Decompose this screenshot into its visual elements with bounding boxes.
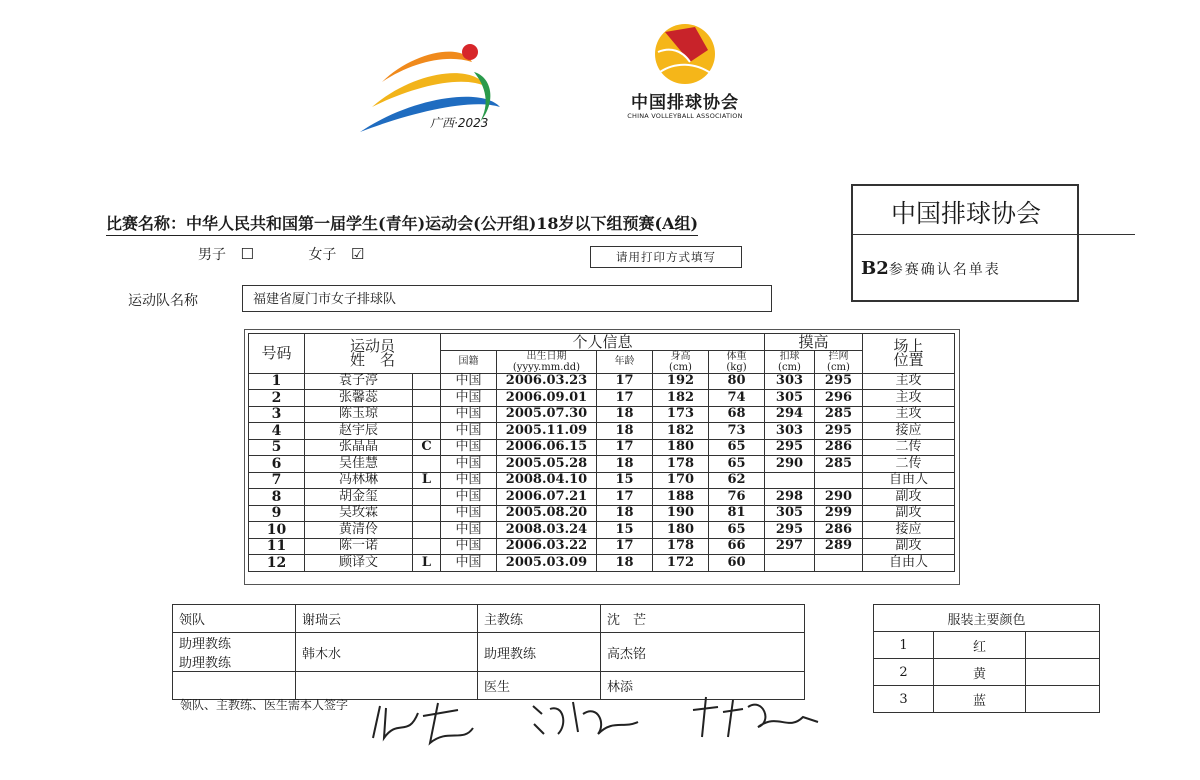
row-age: 15 xyxy=(597,522,653,539)
row-dob: 2005.03.09 xyxy=(497,555,597,572)
row-dob: 2006.09.01 xyxy=(497,390,597,407)
row-weight: 65 xyxy=(709,522,765,539)
header-spike xyxy=(765,350,815,373)
row-number: 3 xyxy=(249,406,305,423)
assistant-coach-name[interactable]: 韩木水 xyxy=(296,633,478,672)
signature-1 xyxy=(368,698,478,752)
row-nationality: 中国 xyxy=(441,489,497,506)
uniform-color: 蓝 xyxy=(934,686,1026,713)
row-position: 副攻 xyxy=(863,505,955,522)
row-block: 285 xyxy=(815,456,863,473)
male-checkbox[interactable]: ☐ xyxy=(240,245,254,263)
row-height: 180 xyxy=(653,439,709,456)
uniform-no: 2 xyxy=(874,659,934,686)
header-reach: 摸高 xyxy=(765,334,863,351)
table-row xyxy=(249,472,955,489)
form-code: B2 xyxy=(861,258,889,279)
header-weight-unit: (kg) xyxy=(726,361,747,373)
row-number: 7 xyxy=(249,472,305,489)
row-weight: 76 xyxy=(709,489,765,506)
uniform-blank xyxy=(1026,686,1100,713)
row-spike: 295 xyxy=(765,522,815,539)
row-height: 178 xyxy=(653,538,709,555)
header-dob-label: 出生日期 xyxy=(526,350,567,362)
row-dob: 2005.08.20 xyxy=(497,505,597,522)
row-nationality: 中国 xyxy=(441,555,497,572)
row-mark xyxy=(413,423,441,440)
team-leader-name[interactable]: 谢瑞云 xyxy=(296,605,478,633)
row-age: 17 xyxy=(597,538,653,555)
row-number: 4 xyxy=(249,423,305,440)
volleyball-badge-icon xyxy=(620,22,750,88)
header-athlete xyxy=(305,334,441,374)
header-position-line2: 位置 xyxy=(893,351,924,370)
row-weight: 66 xyxy=(709,538,765,555)
row-weight: 65 xyxy=(709,439,765,456)
table-row xyxy=(249,555,955,572)
row-number: 6 xyxy=(249,456,305,473)
row-dob: 2008.04.10 xyxy=(497,472,597,489)
row-dob: 2006.07.21 xyxy=(497,489,597,506)
row-name: 陈玉琼 xyxy=(305,406,413,423)
row-nationality: 中国 xyxy=(441,423,497,440)
row-dob: 2005.11.09 xyxy=(497,423,597,440)
header-age: 年龄 xyxy=(597,350,653,373)
row-position: 自由人 xyxy=(863,472,955,489)
row-spike: 303 xyxy=(765,373,815,390)
header-height-unit: (cm) xyxy=(669,361,692,373)
row-spike xyxy=(765,555,815,572)
games-year-text: 广西·2023 xyxy=(430,116,489,130)
table-row xyxy=(249,390,955,407)
row-block xyxy=(815,555,863,572)
table-row xyxy=(249,423,955,440)
header-height-label: 身高 xyxy=(670,350,691,362)
header-block xyxy=(815,350,863,373)
row-age: 18 xyxy=(597,406,653,423)
header-personal-info: 个人信息 xyxy=(441,334,765,351)
row-weight: 80 xyxy=(709,373,765,390)
header-dob-format: (yyyy.mm.dd) xyxy=(512,361,581,373)
row-dob: 2008.03.24 xyxy=(497,522,597,539)
games-logo xyxy=(352,32,512,142)
female-checkbox[interactable]: ☑ xyxy=(350,245,365,263)
row-spike: 294 xyxy=(765,406,815,423)
row-spike: 290 xyxy=(765,456,815,473)
row-height: 188 xyxy=(653,489,709,506)
header-height xyxy=(653,350,709,373)
row-block: 299 xyxy=(815,505,863,522)
row-position: 自由人 xyxy=(863,555,955,572)
cva-logo xyxy=(620,22,750,132)
row-position: 主攻 xyxy=(863,373,955,390)
row-height: 172 xyxy=(653,555,709,572)
row-number: 1 xyxy=(249,373,305,390)
uniform-no: 3 xyxy=(874,686,934,713)
row-position: 二传 xyxy=(863,456,955,473)
roster-table xyxy=(248,333,955,572)
row-weight: 74 xyxy=(709,390,765,407)
uniform-no: 1 xyxy=(874,632,934,659)
row-weight: 62 xyxy=(709,472,765,489)
row-mark: C xyxy=(413,439,441,456)
table-row xyxy=(249,456,955,473)
table-row xyxy=(249,538,955,555)
row-age: 15 xyxy=(597,472,653,489)
row-number: 10 xyxy=(249,522,305,539)
row-block: 285 xyxy=(815,406,863,423)
row-height: 192 xyxy=(653,373,709,390)
team-name-label: 运动队名称 xyxy=(128,293,198,309)
header-weight xyxy=(709,350,765,373)
doctor-name[interactable]: 林添 xyxy=(601,672,805,700)
row-age: 17 xyxy=(597,390,653,407)
uniform-color: 黄 xyxy=(934,659,1026,686)
row-spike: 295 xyxy=(765,439,815,456)
table-row xyxy=(249,489,955,506)
row-block: 290 xyxy=(815,489,863,506)
list-item xyxy=(874,686,1100,713)
row-nationality: 中国 xyxy=(441,456,497,473)
row-weight: 68 xyxy=(709,406,765,423)
row-height: 173 xyxy=(653,406,709,423)
row-name: 袁子渟 xyxy=(305,373,413,390)
form-name xyxy=(861,258,1001,279)
row-height: 190 xyxy=(653,505,709,522)
divider xyxy=(853,234,1135,235)
row-name: 张晶晶 xyxy=(305,439,413,456)
signature-3 xyxy=(688,692,828,746)
row-age: 18 xyxy=(597,456,653,473)
list-item xyxy=(874,659,1100,686)
row-weight: 60 xyxy=(709,555,765,572)
header-weight-label: 体重 xyxy=(726,350,747,362)
row-dob: 2006.03.23 xyxy=(497,373,597,390)
assistant-coach-name-2[interactable]: 高杰铭 xyxy=(601,633,805,672)
head-coach-name[interactable]: 沈 芒 xyxy=(601,605,805,633)
row-block: 286 xyxy=(815,522,863,539)
uniform-color-table xyxy=(873,604,1100,713)
row-block: 289 xyxy=(815,538,863,555)
row-weight: 73 xyxy=(709,423,765,440)
row-mark: L xyxy=(413,555,441,572)
header-spike-label: 扣球 xyxy=(779,350,800,362)
row-weight: 65 xyxy=(709,456,765,473)
row-spike: 305 xyxy=(765,390,815,407)
row-nationality: 中国 xyxy=(441,390,497,407)
row-nationality: 中国 xyxy=(441,538,497,555)
header-block-unit: (cm) xyxy=(827,361,850,373)
row-number: 9 xyxy=(249,505,305,522)
print-instruction: 请用打印方式填写 xyxy=(590,246,742,268)
row-age: 18 xyxy=(597,505,653,522)
form-id-box xyxy=(851,184,1079,302)
row-weight: 81 xyxy=(709,505,765,522)
row-mark xyxy=(413,406,441,423)
row-number: 11 xyxy=(249,538,305,555)
team-leader-label: 领队 xyxy=(173,605,296,633)
uniform-color: 红 xyxy=(934,632,1026,659)
table-row xyxy=(249,505,955,522)
row-mark xyxy=(413,456,441,473)
uniform-color-title: 服装主要颜色 xyxy=(874,605,1100,632)
female-label: 女子 xyxy=(308,247,337,263)
row-nationality: 中国 xyxy=(441,439,497,456)
row-nationality: 中国 xyxy=(441,406,497,423)
row-age: 17 xyxy=(597,489,653,506)
row-dob: 2005.07.30 xyxy=(497,406,597,423)
header-athlete-line2: 姓 名 xyxy=(349,351,395,370)
row-mark xyxy=(413,390,441,407)
row-dob: 2005.05.28 xyxy=(497,456,597,473)
team-name-field[interactable]: 福建省厦门市女子排球队 xyxy=(242,285,772,312)
header-block-label: 拦网 xyxy=(828,350,849,362)
row-number: 5 xyxy=(249,439,305,456)
row-mark: L xyxy=(413,472,441,489)
row-position: 接应 xyxy=(863,423,955,440)
org-box-title: 中国排球协会 xyxy=(890,199,1041,228)
row-mark xyxy=(413,489,441,506)
row-position: 副攻 xyxy=(863,538,955,555)
table-row xyxy=(249,522,955,539)
row-height: 170 xyxy=(653,472,709,489)
row-mark xyxy=(413,373,441,390)
staff-table xyxy=(172,604,805,700)
row-height: 178 xyxy=(653,456,709,473)
row-block: 296 xyxy=(815,390,863,407)
header-athlete-line1: 运动员 xyxy=(349,337,395,356)
row-nationality: 中国 xyxy=(441,373,497,390)
table-row xyxy=(249,373,955,390)
row-name: 顾译文 xyxy=(305,555,413,572)
row-name: 赵宇辰 xyxy=(305,423,413,440)
cva-name-text: 中国排球协会 xyxy=(631,93,739,113)
row-dob: 2006.03.22 xyxy=(497,538,597,555)
row-number: 2 xyxy=(249,390,305,407)
row-position: 接应 xyxy=(863,522,955,539)
row-age: 17 xyxy=(597,439,653,456)
head-coach-label: 主教练 xyxy=(478,605,601,633)
row-name: 吴佳慧 xyxy=(305,456,413,473)
row-mark xyxy=(413,522,441,539)
row-name: 陈一诺 xyxy=(305,538,413,555)
row-spike: 305 xyxy=(765,505,815,522)
table-row xyxy=(249,439,955,456)
row-age: 18 xyxy=(597,423,653,440)
male-label: 男子 xyxy=(198,247,226,263)
row-position: 主攻 xyxy=(863,390,955,407)
row-block xyxy=(815,472,863,489)
uniform-blank xyxy=(1026,632,1100,659)
uniform-blank xyxy=(1026,659,1100,686)
list-item xyxy=(874,632,1100,659)
header-position-line1: 场上 xyxy=(893,337,924,356)
row-position: 副攻 xyxy=(863,489,955,506)
doctor-label: 医生 xyxy=(478,672,601,700)
header-spike-unit: (cm) xyxy=(778,361,801,373)
signature-note: 领队、主教练、医生需本人签字 xyxy=(180,698,349,712)
gender-selector xyxy=(198,244,374,264)
header-number: 号码 xyxy=(249,334,305,374)
row-name: 张馨蕊 xyxy=(305,390,413,407)
assistant-coach-label: 助理教练 助理教练 xyxy=(173,633,296,672)
row-name: 冯林琳 xyxy=(305,472,413,489)
row-number: 12 xyxy=(249,555,305,572)
row-position: 二传 xyxy=(863,439,955,456)
header-position xyxy=(863,334,955,374)
signature-2 xyxy=(528,694,648,748)
form-name-text: 参赛确认名单表 xyxy=(888,262,1001,278)
row-age: 17 xyxy=(597,373,653,390)
row-mark xyxy=(413,538,441,555)
header-nationality: 国籍 xyxy=(441,350,497,373)
row-nationality: 中国 xyxy=(441,472,497,489)
row-name: 黄清伶 xyxy=(305,522,413,539)
row-height: 180 xyxy=(653,522,709,539)
row-dob: 2006.06.15 xyxy=(497,439,597,456)
row-number: 8 xyxy=(249,489,305,506)
header-dob xyxy=(497,350,597,373)
table-row xyxy=(249,406,955,423)
row-spike: 297 xyxy=(765,538,815,555)
row-age: 18 xyxy=(597,555,653,572)
row-mark xyxy=(413,505,441,522)
row-height: 182 xyxy=(653,423,709,440)
assistant-coach-label-2: 助理教练 xyxy=(478,633,601,672)
competition-title: 比赛名称：中华人民共和国第一届学生(青年)运动会(公开组)18岁以下组预赛(A组) xyxy=(106,211,698,236)
row-block: 295 xyxy=(815,373,863,390)
row-block: 295 xyxy=(815,423,863,440)
row-spike: 298 xyxy=(765,489,815,506)
row-height: 182 xyxy=(653,390,709,407)
row-position: 主攻 xyxy=(863,406,955,423)
row-name: 胡金玺 xyxy=(305,489,413,506)
row-spike: 303 xyxy=(765,423,815,440)
row-name: 吴玫霖 xyxy=(305,505,413,522)
row-nationality: 中国 xyxy=(441,522,497,539)
cva-english-text: CHINA VOLLEYBALL ASSOCIATION xyxy=(627,112,743,120)
row-spike xyxy=(765,472,815,489)
row-block: 286 xyxy=(815,439,863,456)
row-nationality: 中国 xyxy=(441,505,497,522)
